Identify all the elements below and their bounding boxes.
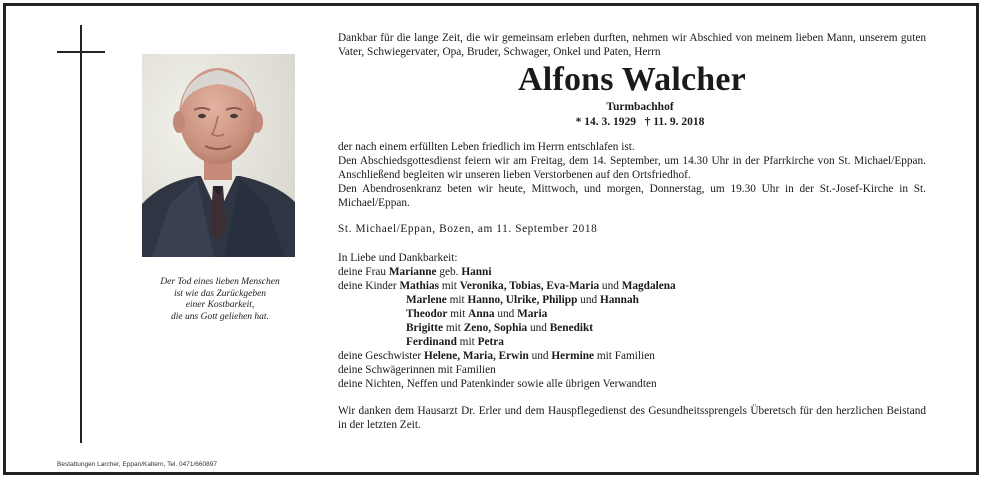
relatives-line: deine Nichten, Neffen und Patenkinder sowie alle übrigen Verwandten <box>338 378 657 390</box>
wife-line: deine Frau Marianne geb. Hanni <box>338 266 492 278</box>
obituary-text <box>338 31 926 432</box>
siblings-line: deine Geschwister Helene, Maria, Erwin und Hermine mit Familien <box>338 350 655 362</box>
funeral-home-credit: Bestattungen Larcher, Eppan/Kaltern, Tel. 0471/660897 <box>57 461 217 468</box>
quote-line: ist wie das Zurückgeben <box>173 288 267 299</box>
child-line: Marlene mit Hanno, Ulrike, Philipp und Hannah <box>406 294 639 306</box>
portrait-illustration <box>142 54 295 257</box>
farm-name: Turmbachhof <box>606 101 674 113</box>
place-and-date: St. Michael/Eppan, Bozen, am 11. September 2018 <box>338 223 598 235</box>
quote-line: die uns Gott geliehen hat. <box>171 311 269 322</box>
child-line: Ferdinand mit Petra <box>406 336 504 348</box>
child-line: deine Kinder Mathias mit Veronika, Tobias, Eva-Maria und Magdalena <box>338 280 676 292</box>
portrait-photo <box>142 54 295 257</box>
child-line: Brigitte mit Zeno, Sophia und Benedikt <box>406 322 594 334</box>
intro-paragraph: Dankbar für die lange Zeit, die wir gemeinsam erleben durften, nehmen wir Abschied von meinem lieben Mann, unserem guten Vater, Schwiegervater, Opa, Bruder, Schwager, Onkel und Paten, Herrn <box>338 32 926 58</box>
funeral-service-paragraph: Den Abschiedsgottesdienst feiern wir am Freitag, dem 14. September, um 14.30 Uhr in der Pfarrkirche von St. Michael/Eppan. Anschließend begleiten wir unseren lieben Verstorbenen auf den Ortsfriedhof. <box>338 155 926 181</box>
sisters-in-law-line: deine Schwägerinnen mit Familien <box>338 364 496 376</box>
in-love-heading: In Liebe und Dankbarkeit: <box>338 252 458 264</box>
thanks-paragraph: Wir danken dem Hausarzt Dr. Erler und dem Hauspflegedienst des Gesundheitssprengels Überetsch für den herzlichen Beistand in der letzten Zeit. <box>338 405 926 431</box>
child-line: Theodor mit Anna und Maria <box>406 308 548 320</box>
cross-horizontal <box>57 51 105 53</box>
deceased-name: Alfons Walcher <box>518 61 746 98</box>
rosary-paragraph: Den Abendrosenkranz beten wir heute, Mittwoch, und morgen, Donnerstag, um 19.30 Uhr in der St.-Josef-Kirche in St. Michael/Eppan. <box>338 183 926 209</box>
quote-line: Der Tod eines lieben Menschen <box>160 277 280 287</box>
passing-paragraph: der nach einem erfüllten Leben friedlich im Herrn entschlafen ist. <box>338 141 635 153</box>
life-dates: * 14. 3. 1929 † 11. 9. 2018 <box>575 116 705 128</box>
quote-line: einer Kostbarkeit, <box>185 300 255 310</box>
memorial-quote <box>130 277 310 323</box>
cross-vertical <box>80 25 82 443</box>
